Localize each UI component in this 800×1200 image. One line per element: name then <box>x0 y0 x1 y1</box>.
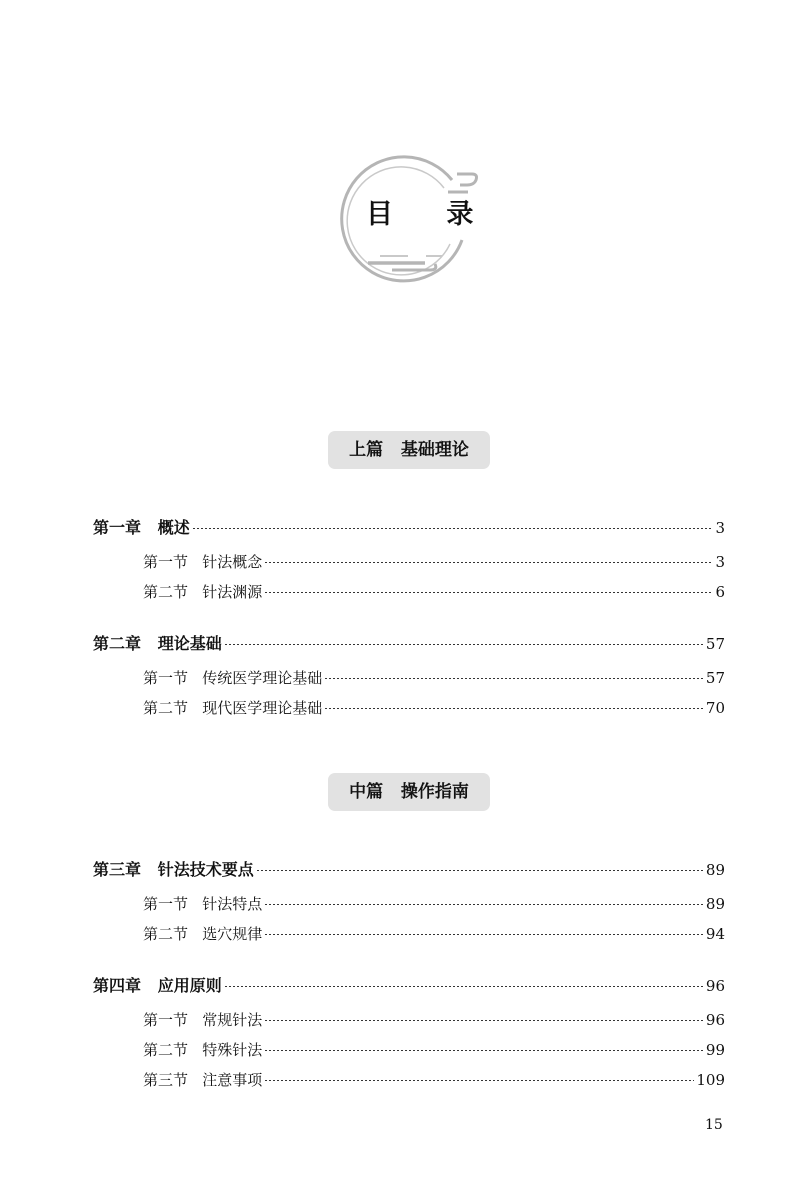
section-label: 第一节 针法特点 <box>143 895 263 913</box>
toc-title: 目 录 <box>366 199 496 230</box>
section-label: 第二节 针法渊源 <box>143 583 263 601</box>
toc-chapter-2[interactable] <box>93 631 725 654</box>
section-label: 第三节 注意事项 <box>143 1071 263 1089</box>
chapter-page-number: 96 <box>705 977 725 995</box>
chapter-page-number: 57 <box>705 635 725 653</box>
section-label: 第二节 现代医学理论基础 <box>143 699 323 717</box>
toc-section-4-1[interactable] <box>143 1009 725 1030</box>
dot-leader <box>264 1080 694 1081</box>
section-page-number: 6 <box>715 583 725 601</box>
chapter-label: 第二章 理论基础 <box>93 634 222 653</box>
part-heading-2: 中篇 操作指南 <box>328 773 490 811</box>
section-label: 第一节 常规针法 <box>143 1011 263 1029</box>
chapter-label: 第三章 针法技术要点 <box>93 860 254 879</box>
dot-leader <box>224 644 704 645</box>
page-number: 15 <box>705 1117 723 1133</box>
section-page-number: 89 <box>705 895 725 913</box>
dot-leader <box>264 904 704 905</box>
chapter-label: 第四章 应用原则 <box>93 976 222 995</box>
dot-leader <box>264 1050 704 1051</box>
section-page-number: 57 <box>705 669 725 687</box>
dot-leader <box>324 708 704 709</box>
toc-section-2-1[interactable] <box>143 667 725 688</box>
toc-section-3-1[interactable] <box>143 893 725 914</box>
section-page-number: 109 <box>696 1071 725 1089</box>
section-label: 第二节 特殊针法 <box>143 1041 263 1059</box>
dot-leader <box>264 1020 704 1021</box>
dot-leader <box>324 678 704 679</box>
dot-leader <box>264 592 713 593</box>
section-page-number: 96 <box>705 1011 725 1029</box>
section-label: 第一节 针法概念 <box>143 553 263 571</box>
toc-section-2-2[interactable] <box>143 697 725 718</box>
dot-leader <box>264 934 704 935</box>
dot-leader <box>264 562 713 563</box>
section-page-number: 99 <box>705 1041 725 1059</box>
dot-leader <box>256 870 704 871</box>
section-label: 第一节 传统医学理论基础 <box>143 669 323 687</box>
chapter-page-number: 3 <box>715 519 725 537</box>
dot-leader <box>192 528 714 529</box>
toc-chapter-4[interactable] <box>93 973 725 996</box>
toc-section-4-3[interactable] <box>143 1069 725 1090</box>
section-page-number: 94 <box>705 925 725 943</box>
toc-chapter-3[interactable] <box>93 857 725 880</box>
toc-section-1-2[interactable] <box>143 581 725 602</box>
chapter-page-number: 89 <box>705 861 725 879</box>
chapter-label: 第一章 概述 <box>93 518 190 537</box>
part-heading-1: 上篇 基础理论 <box>328 431 490 469</box>
toc-chapter-1[interactable] <box>93 515 725 538</box>
dot-leader <box>224 986 704 987</box>
section-page-number: 3 <box>715 553 725 571</box>
toc-section-3-2[interactable] <box>143 923 725 944</box>
section-label: 第二节 选穴规律 <box>143 925 263 943</box>
toc-section-1-1[interactable] <box>143 551 725 572</box>
toc-section-4-2[interactable] <box>143 1039 725 1060</box>
section-page-number: 70 <box>705 699 725 717</box>
